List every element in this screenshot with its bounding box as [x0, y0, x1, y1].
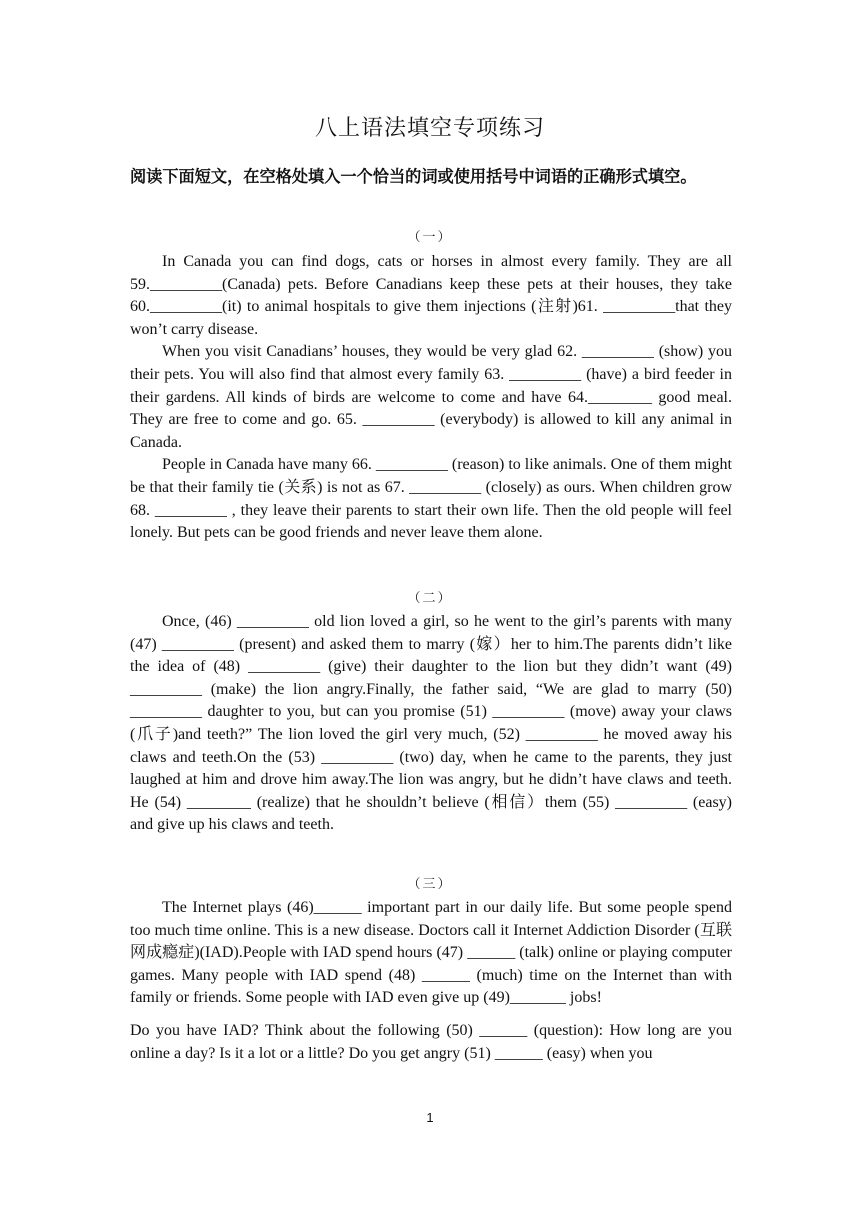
section-2-label: （二）: [407, 591, 453, 606]
page-title: 八上语法填空专项练习: [314, 116, 545, 141]
section-1-label: （一）: [407, 230, 453, 245]
section-3-label: （三）: [407, 877, 453, 892]
section-3-passage: [130, 897, 732, 1065]
paragraph: Once, (46) _________ old lion loved a girl, so he went to the girl’s parents with many (47) _________ (present) and asked them to marry (嫁）her to him.The parents didn’t like the idea of (48) _________ (give) their daughter to the lion but they didn’t want (49) _________ (make) the lion angry.Finally, the father said, “We are glad to marry (50) _________ daughter to you, but can you promise (51) _________ (move) away your claws (爪子)and teeth?” The lion loved the girl very much, (52) _________ he moved away his claws and teeth.On the (53) _________ (two) day, when he came to the parents, they just laughed at him and drove him away.The lion was angry, but he didn’t have claws and teeth. He (54) ________ (realize) that he shouldn’t believe (相信）them (55) _________ (easy) and give up his claws and teeth.: [130, 613, 732, 834]
paragraph: When you visit Canadians’ houses, they would be very glad 62. _________ (show) you their pets. You will also find that almost every family 63. _________ (have) a bird feeder in their gardens. All kinds of birds are welcome to come and have 64.________ good meal. They are free to come and go. 65. _________ (everybody) is allowed to kill any animal in Canada.: [130, 343, 732, 451]
paragraph: Do you have IAD? Think about the following (50) ______ (question): How long are you online a day? Is it a lot or a little? Do you get angry (51) ______ (easy) when you: [130, 1021, 732, 1062]
instruction-text: 阅读下面短文，在空格处填入一个恰当的词或使用括号中词语的正确形式填空。: [130, 167, 697, 186]
paragraph: The Internet plays (46)______ important part in our daily life. But some people spend too much time online. This is a new disease. Doctors call it Internet Addiction Disorder (互联网成瘾症)(IAD).People with IAD spend hours (47) ______ (talk) online or playing computer games. Many people with IAD spend (48) ______ (much) time on the Internet than with family or friends. Some people with IAD even give up (49)_______ jobs!: [130, 899, 732, 1007]
paragraph: In Canada you can find dogs, cats or horses in almost every family. They are all 59._________(Canada) pets. Before Canadians keep these pets at their houses, they take 60._________(it) to animal hospitals to give them injections (注射)61. _________that they won’t carry disease.: [130, 253, 732, 338]
section-1-passage: [130, 251, 732, 545]
page-number: 1: [426, 1110, 434, 1125]
section-2-passage: [130, 611, 732, 837]
paragraph: People in Canada have many 66. _________ (reason) to like animals. One of them might be that their family tie (关系) is not as 67. _________ (closely) as ours. When children grow 68. _________ , they leave their parents to start their own life. Then the old people will feel lonely. But pets can be good friends and never leave them alone.: [130, 456, 732, 542]
